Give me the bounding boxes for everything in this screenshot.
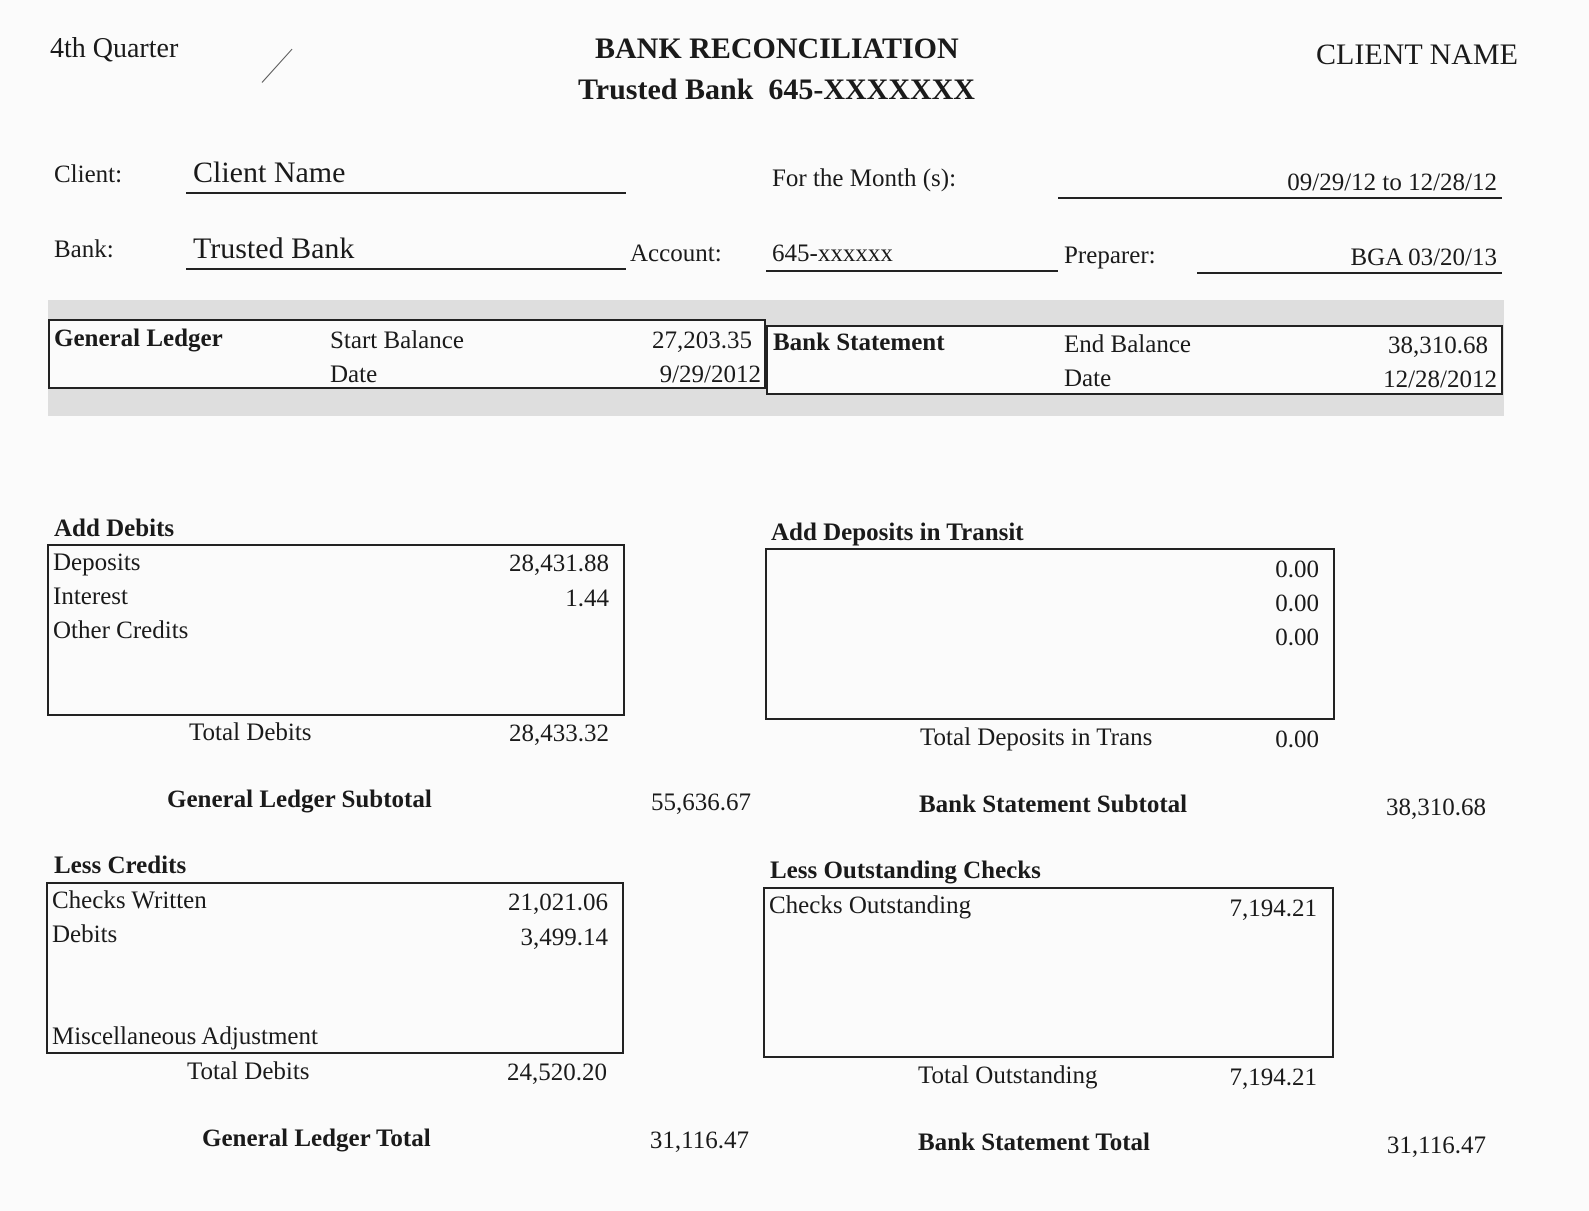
total-debits-value: 28,433.32 <box>509 720 609 747</box>
period-label: For the Month (s): <box>772 165 957 192</box>
add-debits-title: Add Debits <box>54 515 175 542</box>
transit-value-2: 0.00 <box>1275 590 1319 617</box>
bs-date-value: 12/28/2012 <box>1383 366 1497 393</box>
gl-total-value: 31,116.47 <box>649 1127 749 1154</box>
start-balance-value: 27,203.35 <box>652 327 752 354</box>
deposits-label: Deposits <box>53 549 141 576</box>
deposits-in-transit-title: Add Deposits in Transit <box>771 519 1024 546</box>
misc-adjustment-label: Miscellaneous Adjustment <box>52 1023 318 1050</box>
bank-value: Trusted Bank <box>193 232 355 265</box>
transit-value-3: 0.00 <box>1275 624 1319 651</box>
other-credits-label: Other Credits <box>53 617 189 644</box>
quarter-label: 4th Quarter <box>50 33 179 64</box>
account-label: Account: <box>630 240 722 267</box>
preparer-value: BGA 03/20/13 <box>1350 244 1497 271</box>
less-credits-total-value: 24,520.20 <box>507 1059 607 1086</box>
bs-date-label: Date <box>1064 365 1112 392</box>
preparer-underline <box>1197 272 1502 274</box>
period-value: 09/29/12 to 12/28/12 <box>1287 169 1497 196</box>
gl-subtotal-value: 55,636.67 <box>651 789 751 816</box>
general-ledger-label: General Ledger <box>54 325 223 352</box>
checks-written-label: Checks Written <box>52 887 207 914</box>
interest-value: 1.44 <box>565 585 609 612</box>
bank-label: Bank: <box>54 236 114 263</box>
bs-total-value: 31,116.47 <box>1386 1132 1486 1159</box>
page-subtitle: Trusted Bank 645-XXXXXXX <box>578 73 975 106</box>
total-deposits-in-transit-label: Total Deposits in Trans <box>920 724 1153 751</box>
bank-statement-label: Bank Statement <box>773 329 945 356</box>
deposits-value: 28,431.88 <box>509 550 609 577</box>
client-value: Client Name <box>193 156 346 189</box>
total-debits-label: Total Debits <box>189 719 312 746</box>
debits-value: 3,499.14 <box>520 924 608 951</box>
total-outstanding-value: 7,194.21 <box>1229 1064 1317 1091</box>
page-title: BANK RECONCILIATION <box>595 32 959 65</box>
gl-total-label: General Ledger Total <box>202 1125 431 1152</box>
bs-subtotal-label: Bank Statement Subtotal <box>919 791 1188 818</box>
less-credits-title: Less Credits <box>54 852 187 879</box>
gl-date-label: Date <box>330 361 378 388</box>
account-value: 645-xxxxxx <box>772 240 893 267</box>
client-underline <box>186 192 626 194</box>
preparer-label: Preparer: <box>1064 242 1156 269</box>
client-name-caption: CLIENT NAME <box>1316 38 1518 71</box>
checks-written-value: 21,021.06 <box>508 889 608 916</box>
interest-label: Interest <box>53 583 128 610</box>
pen-mark <box>262 49 293 83</box>
transit-value-1: 0.00 <box>1275 556 1319 583</box>
end-balance-label: End Balance <box>1064 331 1192 358</box>
less-credits-total-label: Total Debits <box>187 1058 310 1085</box>
start-balance-label: Start Balance <box>330 327 464 354</box>
gl-date-value: 9/29/2012 <box>659 361 761 388</box>
account-underline <box>766 270 1058 272</box>
bs-subtotal-value: 38,310.68 <box>1386 794 1486 821</box>
total-outstanding-label: Total Outstanding <box>918 1062 1098 1089</box>
client-label: Client: <box>54 161 123 188</box>
bank-underline <box>186 268 626 270</box>
bs-total-label: Bank Statement Total <box>918 1129 1150 1156</box>
checks-outstanding-value: 7,194.21 <box>1229 895 1317 922</box>
checks-outstanding-label: Checks Outstanding <box>769 892 972 919</box>
period-underline <box>1058 197 1502 199</box>
outstanding-checks-title: Less Outstanding Checks <box>770 857 1041 884</box>
total-deposits-in-transit-value: 0.00 <box>1275 726 1319 753</box>
debits-label: Debits <box>52 921 118 948</box>
gl-subtotal-label: General Ledger Subtotal <box>167 786 432 813</box>
end-balance-value: 38,310.68 <box>1388 332 1488 359</box>
